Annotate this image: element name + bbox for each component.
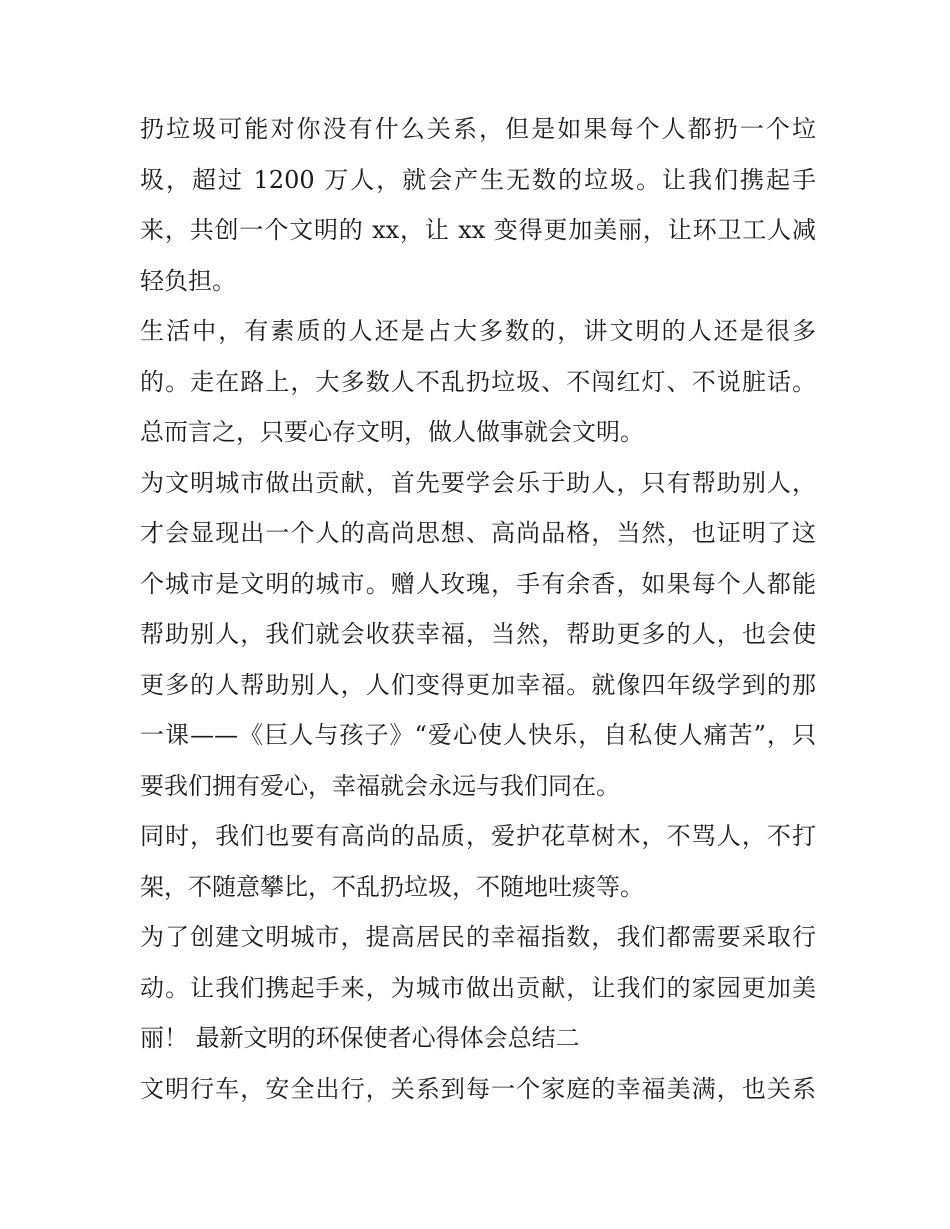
text-line: 同时，我们也要有高尚的品质，爱护花草树木，不骂人，不打: [140, 822, 816, 850]
text-line: 架，不随意攀比，不乱扔垃圾，不随地吐痰等。: [140, 872, 644, 901]
text-line: 丽！ 最新文明的环保使者心得体会总结二: [140, 1024, 580, 1052]
paragraph-2: [140, 306, 816, 458]
text-line: 为文明城市做出贡献，首先要学会乐于助人，只有帮助别人，: [140, 468, 816, 497]
text-line: 个城市是文明的城市。赠人玫瑰，手有余香，如果每个人都能: [140, 569, 816, 598]
text-line: 帮助别人，我们就会收获幸福，当然，帮助更多的人，也会使: [140, 620, 816, 648]
text-line: 为了创建文明城市，提高居民的幸福指数，我们都需要采取行: [140, 923, 816, 951]
text-line: 扔垃圾可能对你没有什么关系，但是如果每个人都扔一个垃: [140, 115, 816, 143]
text-line: 轻负担。: [140, 266, 236, 295]
paragraph-3: [140, 458, 816, 812]
text-line: 才会显现出一个人的高尚思想、高尚品格，当然，也证明了这: [140, 519, 816, 547]
text-line: 圾，超过 1200 万人，就会产生无数的垃圾。让我们携起手: [140, 165, 816, 194]
text-line: 要我们拥有爱心，幸福就会永远与我们同在。: [140, 771, 620, 800]
text-line: 生活中，有素质的人还是占大多数的，讲文明的人还是很多: [140, 317, 816, 345]
text-line: 文明行车，安全出行，关系到每一个家庭的幸福美满，也关系: [140, 1074, 816, 1103]
text-line: 动。让我们携起手来，为城市做出贡献，让我们的家园更加美: [140, 973, 816, 1002]
text-line: 更多的人帮助别人，人们变得更加幸福。就像四年级学到的那: [140, 670, 816, 699]
paragraph-6: [140, 1064, 816, 1115]
paragraph-5: [140, 912, 816, 1064]
document-body: [140, 104, 816, 1114]
paragraph-4: [140, 811, 816, 912]
text-line: 一课——《巨人与孩子》“爱心使人快乐，自私使人痛苦”，只: [140, 721, 816, 749]
text-line: 的。走在路上，大多数人不乱扔垃圾、不闯红灯、不说脏话。: [140, 367, 816, 396]
text-line: 来，共创一个文明的 xx，让 xx 变得更加美丽，让环卫工人减: [140, 216, 816, 244]
paragraph-1: [140, 104, 816, 306]
text-line: 总而言之，只要心存文明，做人做事就会文明。: [140, 418, 644, 446]
